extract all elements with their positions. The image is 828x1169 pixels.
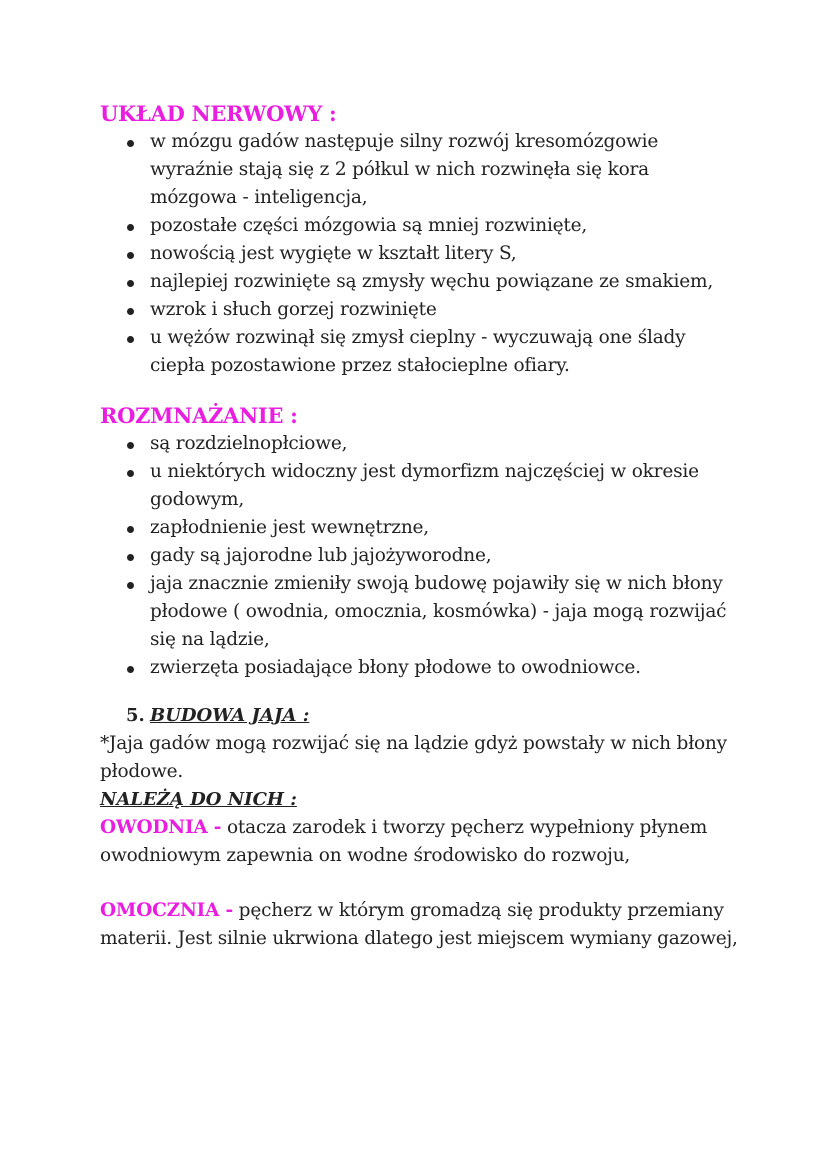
egg-section [100,702,740,953]
omocznia-text: pęcherz w którym gromadzą się produkty przemiany materii. Jest silnie ukrwiona dlatego jest miejscem wymiany gazowej, [100,900,738,949]
list-item: najlepiej rozwinięte są zmysły węchu powiązane ze smakiem, [150,268,740,296]
list-item: u niektórych widoczny jest dymorfizm najczęściej w okresie godowym, [150,458,740,514]
omocznia-term: OMOCZNIA - [100,900,233,921]
list-item: pozostałe części mózgowia są mniej rozwinięte, [150,212,740,240]
section-number: 5. [126,705,145,726]
nervous-system-heading: UKŁAD NERWOWY : [100,101,337,126]
reproduction-heading: ROZMNAŻANIE : [100,403,298,428]
list-item: gady są jajorodne lub jajożyworodne, [150,542,740,570]
egg-heading [100,702,740,730]
reproduction-section [100,402,740,682]
list-item: zwierzęta posiadające błony płodowe to owodniowce. [150,654,740,682]
nervous-system-section [100,100,740,380]
egg-heading-title: BUDOWA JAJA : [150,705,310,726]
list-item: nowością jest wygięte w kształt litery S, [150,240,740,268]
owodnia-term: OWODNIA - [100,817,222,838]
owodnia-text: otacza zarodek i tworzy pęcherz wypełniony płynem owodniowym zapewnia on wodne środowisko do rozwoju, [100,817,708,866]
omocznia-paragraph [100,897,740,953]
reproduction-list [100,430,740,682]
owodnia-paragraph [100,814,740,870]
egg-subheading: NALEŻĄ DO NICH : [100,789,297,810]
list-item: są rozdzielnopłciowe, [150,430,740,458]
list-item: zapłodnienie jest wewnętrzne, [150,514,740,542]
list-item: u wężów rozwinął się zmysł cieplny - wyczuwają one ślady ciepła pozostawione przez stałocieplne ofiary. [150,324,740,380]
list-item: w mózgu gadów następuje silny rozwój kresomózgowie wyraźnie stają się z 2 półkul w nich rozwinęła się kora mózgowa - inteligencja, [150,128,740,212]
nervous-system-list [100,128,740,380]
list-item: wzrok i słuch gorzej rozwinięte [150,296,740,324]
list-item: jaja znacznie zmieniły swoją budowę pojawiły się w nich błony płodowe ( owodnia, omocznia, kosmówka) - jaja mogą rozwijać się na lądzie, [150,570,740,654]
document-page [100,100,740,953]
egg-intro: *Jaja gadów mogą rozwijać się na lądzie gdyż powstały w nich błony płodowe. [100,733,727,782]
